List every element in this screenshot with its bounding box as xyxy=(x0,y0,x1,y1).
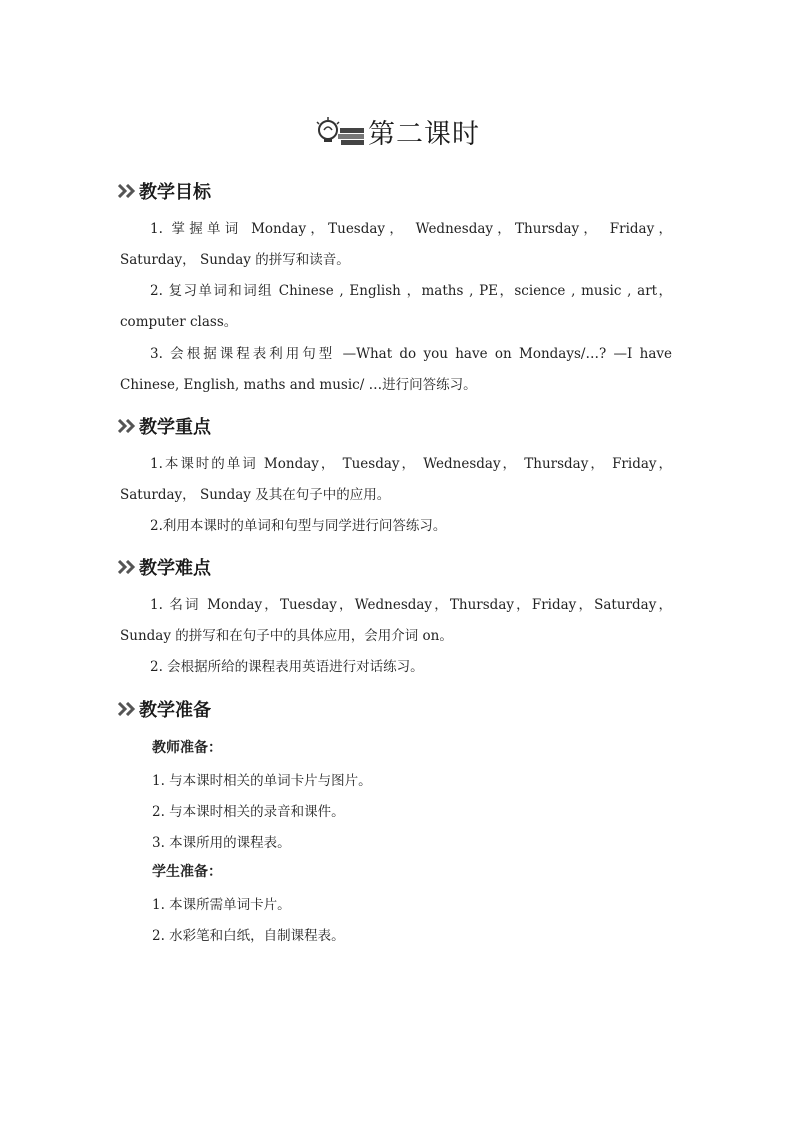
heading-text: 教学难点 xyxy=(139,558,211,579)
double-chevron-icon xyxy=(118,702,138,716)
teacher-prep-item-1: 1. 与本课时相关的单词卡片与图片。 xyxy=(152,773,372,789)
teacher-prep-label: 教师准备： xyxy=(152,740,222,756)
difficulty-item-2: 2. 会根据所给的课程表用英语进行对话练习。 xyxy=(150,659,424,675)
section-heading-difficulties xyxy=(118,554,211,580)
goal-item-2: 2. 复习单词和词组 Chinese , English ，maths , PE，science , music , art，computer class。 xyxy=(120,283,672,330)
goal-item-3: 3. 会根据课程表利用句型 —What do you have on Mondays/…? —I have Chinese, English, maths and music/ …进行问答练习。 xyxy=(120,346,672,393)
section-heading-key-points xyxy=(118,413,211,439)
page-title: 第二课时 xyxy=(368,119,480,150)
double-chevron-icon xyxy=(118,560,138,574)
heading-text: 教学目标 xyxy=(139,182,211,203)
student-prep-label: 学生准备： xyxy=(152,864,222,880)
key-point-item-2: 2.利用本课时的单词和句型与同学进行问答练习。 xyxy=(150,518,447,534)
student-prep-item-1: 1. 本课所需单词卡片。 xyxy=(152,897,291,913)
teacher-prep-item-2: 2. 与本课时相关的录音和课件。 xyxy=(152,804,345,820)
difficulty-item-1: 1. 名词 Monday，Tuesday，Wednesday，Thursday，Friday，Saturday，Sunday 的拼写和在句子中的具体应用，会用介词 on。 xyxy=(120,597,672,644)
goal-item-1: 1. 掌握单词 Monday，Tuesday， Wednesday，Thursday， Friday， Saturday， Sunday 的拼写和读音。 xyxy=(120,221,672,268)
lightbulb-books-icon xyxy=(314,116,366,148)
title-row xyxy=(0,112,794,151)
section-heading-goals xyxy=(118,178,211,204)
section-heading-preparation xyxy=(118,696,211,722)
student-prep-item-2: 2. 水彩笔和白纸，自制课程表。 xyxy=(152,928,345,944)
double-chevron-icon xyxy=(118,184,138,198)
heading-text: 教学重点 xyxy=(139,417,211,438)
teacher-prep-item-3: 3. 本课所用的课程表。 xyxy=(152,835,291,851)
double-chevron-icon xyxy=(118,419,138,433)
heading-text: 教学准备 xyxy=(139,700,211,721)
key-point-item-1: 1.本课时的单词 Monday， Tuesday， Wednesday， Thursday， Friday， Saturday， Sunday 及其在句子中的应用。 xyxy=(120,456,672,503)
